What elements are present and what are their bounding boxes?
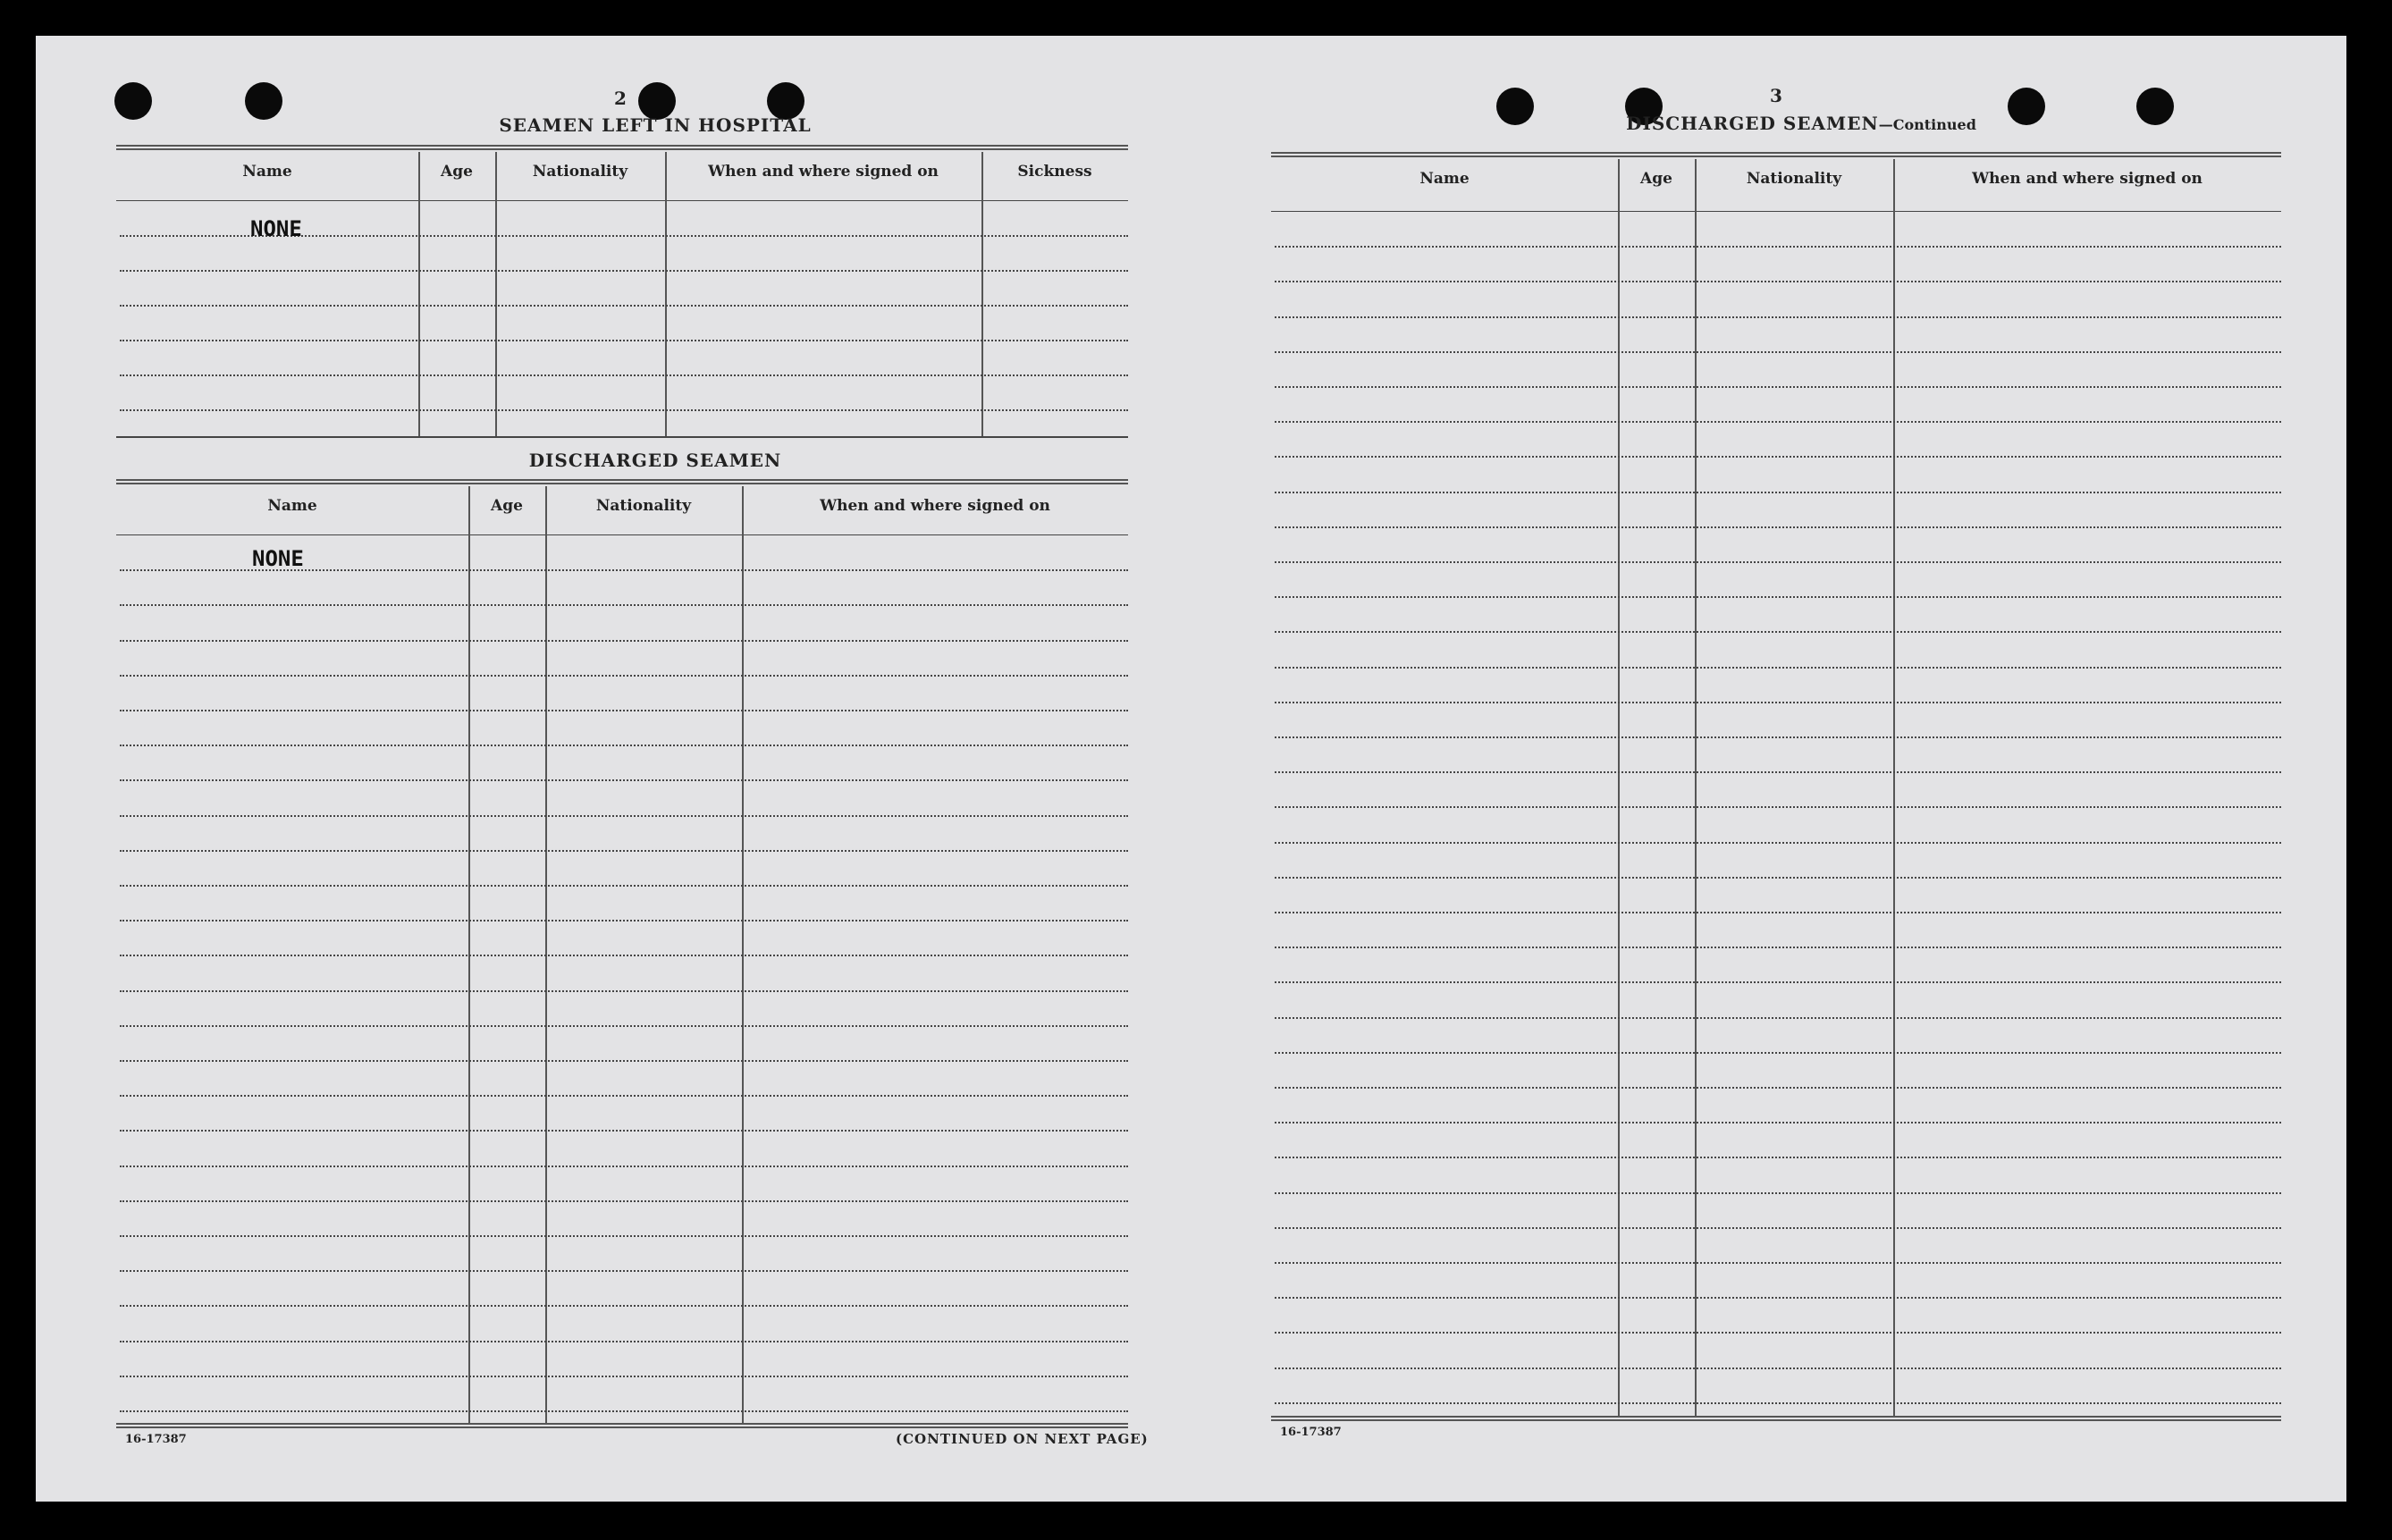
header-rule: [116, 534, 1128, 535]
column-header-age: Age: [1640, 170, 1672, 188]
table-bottom-rule: [1271, 1416, 2281, 1421]
row-rule: [120, 1410, 1128, 1412]
row-rule: [120, 745, 1128, 746]
row-rule: [1275, 1262, 2281, 1264]
row-rule: [1275, 281, 2281, 282]
row-rule: [1275, 1332, 2281, 1334]
row-rule: [1275, 1122, 2281, 1123]
row-rule: [120, 885, 1128, 887]
row-rule: [1275, 1017, 2281, 1019]
row-rule: [120, 1376, 1128, 1377]
row-rule: [1275, 631, 2281, 633]
column-header-age: Age: [441, 163, 473, 181]
row-rule: [1275, 877, 2281, 879]
row-rule: [1275, 421, 2281, 423]
hospital-entry-name: NONE: [250, 216, 302, 241]
row-rule: [1275, 912, 2281, 913]
table-bottom-rule: [116, 1423, 1128, 1428]
row-rule: [120, 1305, 1128, 1307]
column-divider: [665, 152, 667, 436]
row-rule: [1275, 981, 2281, 983]
row-rule: [120, 1200, 1128, 1202]
row-rule: [120, 340, 1128, 341]
row-rule: [1275, 1157, 2281, 1158]
column-header-when-and-where-signed-on: When and where signed on: [1972, 170, 2202, 188]
row-rule: [120, 409, 1128, 411]
header-rule: [116, 200, 1128, 201]
row-rule: [120, 955, 1128, 956]
row-rule: [120, 850, 1128, 852]
row-rule: [120, 675, 1128, 677]
row-rule: [1275, 561, 2281, 563]
punch-hole: [1496, 88, 1534, 125]
row-rule: [1275, 1192, 2281, 1194]
row-rule: [1275, 667, 2281, 669]
punch-hole: [114, 82, 152, 120]
table-top-rule: [116, 479, 1128, 484]
row-rule: [1275, 596, 2281, 598]
row-rule: [120, 305, 1128, 307]
column-divider: [418, 152, 420, 436]
row-rule: [120, 1130, 1128, 1132]
row-rule: [1275, 771, 2281, 773]
column-header-sickness: Sickness: [1017, 163, 1092, 181]
punch-hole: [2008, 88, 2045, 125]
page-number-left: 2: [614, 88, 627, 109]
row-rule: [1275, 246, 2281, 248]
column-header-name: Name: [1419, 170, 1470, 188]
row-rule: [1275, 386, 2281, 388]
row-rule: [120, 710, 1128, 711]
discharged-continued-title: [1618, 113, 1984, 134]
form-number-left: 16-17387: [125, 1433, 187, 1446]
column-header-when-and-where-signed-on: When and where signed on: [820, 497, 1050, 515]
row-rule: [120, 1025, 1128, 1027]
row-rule: [120, 815, 1128, 817]
row-rule: [120, 1166, 1128, 1167]
punch-hole: [2136, 88, 2174, 125]
column-divider: [495, 152, 497, 436]
ledger-sheet: [36, 36, 2346, 1502]
row-rule: [1275, 736, 2281, 738]
row-rule: [120, 1235, 1128, 1237]
row-rule: [120, 1060, 1128, 1062]
column-divider: [981, 152, 983, 436]
row-rule: [1275, 1087, 2281, 1089]
row-rule: [1275, 1402, 2281, 1404]
discharged-section-title: DISCHARGED SEAMEN: [528, 450, 782, 471]
table-bottom-rule: [116, 436, 1128, 438]
row-rule: [1275, 806, 2281, 808]
row-rule: [1275, 316, 2281, 318]
column-header-age: Age: [491, 497, 523, 515]
column-header-name: Name: [242, 163, 292, 181]
row-rule: [1275, 1052, 2281, 1054]
row-rule: [1275, 456, 2281, 458]
row-rule: [1275, 492, 2281, 493]
row-rule: [1275, 1227, 2281, 1229]
punch-hole: [245, 82, 282, 120]
column-header-nationality: Nationality: [532, 163, 628, 181]
form-number-right: 16-17387: [1280, 1426, 1342, 1439]
discharged-continued-title-main: DISCHARGED SEAMEN: [1626, 113, 1879, 134]
row-rule: [1275, 1367, 2281, 1369]
continued-footer: (CONTINUED ON NEXT PAGE): [896, 1431, 1149, 1447]
row-rule: [120, 779, 1128, 781]
page-number-right: 3: [1770, 85, 1782, 106]
row-rule: [1275, 947, 2281, 948]
row-rule: [120, 1270, 1128, 1272]
discharged-continued-title-suffix: —Continued: [1878, 116, 1976, 133]
table-top-rule: [1271, 152, 2281, 157]
row-rule: [1275, 526, 2281, 528]
row-rule: [120, 920, 1128, 921]
row-rule: [1275, 702, 2281, 703]
column-header-when-and-where-signed-on: When and where signed on: [708, 163, 939, 181]
row-rule: [120, 604, 1128, 606]
row-rule: [120, 640, 1128, 642]
row-rule: [1275, 1297, 2281, 1299]
column-header-nationality: Nationality: [1746, 170, 1842, 188]
table-top-rule: [116, 145, 1128, 150]
row-rule: [120, 990, 1128, 992]
row-rule: [1275, 842, 2281, 844]
row-rule: [120, 270, 1128, 272]
header-rule: [1271, 211, 2281, 212]
row-rule: [120, 1341, 1128, 1342]
column-header-nationality: Nationality: [595, 497, 692, 515]
row-rule: [1275, 351, 2281, 353]
column-header-name: Name: [267, 497, 317, 515]
discharged-entry-name: NONE: [252, 546, 304, 571]
hospital-section-title: SEAMEN LEFT IN HOSPITAL: [499, 114, 812, 136]
row-rule: [120, 374, 1128, 376]
row-rule: [120, 1095, 1128, 1097]
